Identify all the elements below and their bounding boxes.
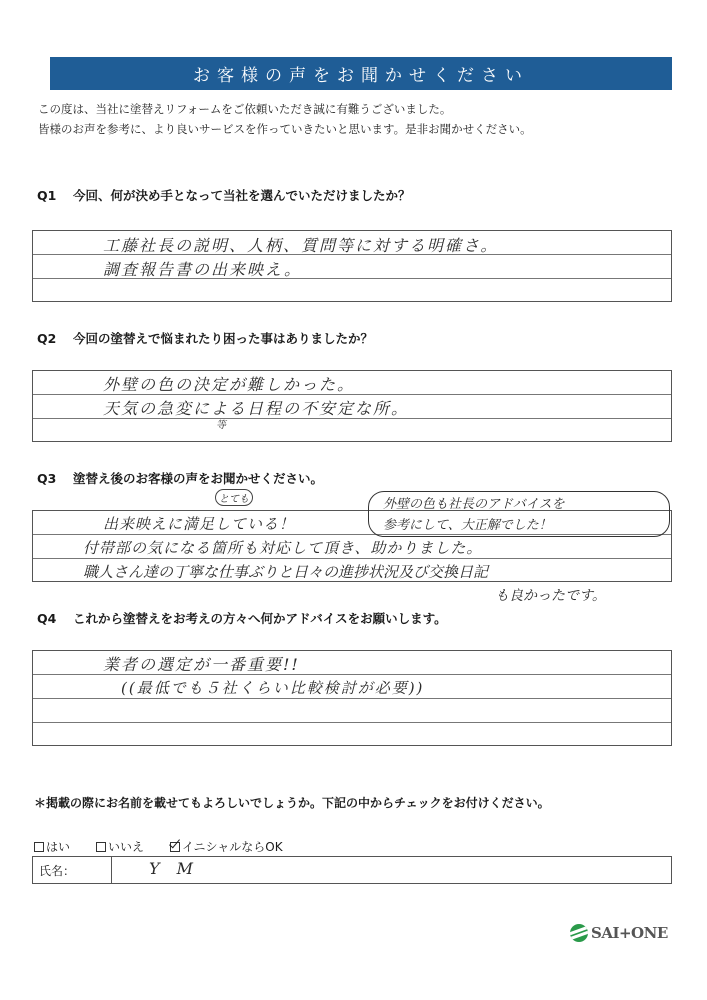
- answer-3-insert: とても: [215, 489, 253, 506]
- question-3-text: 塗替え後のお客様の声をお聞かせください。: [73, 471, 324, 486]
- answer-4-line-2: ((最低でも５社くらい比較検討が必要)): [121, 679, 425, 697]
- answer-1-line-1: 工藤社長の説明、人柄、質問等に対する明確さ。: [103, 236, 499, 255]
- consent-option-no[interactable]: [96, 838, 144, 855]
- consent-option-initials-label: イニシャルならOK: [182, 840, 283, 854]
- question-1-text: 今回、何が決め手となって当社を選んでいただけましたか？: [73, 188, 411, 203]
- name-value: Y M: [149, 859, 200, 878]
- answer-box-1: [32, 230, 672, 302]
- consent-option-initials[interactable]: [170, 838, 283, 855]
- answer-box-3: [32, 494, 672, 604]
- answer-2-insert: 等: [216, 420, 226, 431]
- question-2-number: Q2: [37, 331, 57, 346]
- survey-header: [50, 57, 672, 90]
- company-logo-text: SAI+ONE: [591, 924, 668, 942]
- name-field: [32, 856, 672, 884]
- question-1-number: Q1: [37, 188, 57, 203]
- question-4-number: Q4: [37, 611, 57, 626]
- comment-bubble-line-2: 参考にして、大正解でした！: [383, 518, 552, 533]
- consent-option-yes-label: はい: [46, 840, 71, 854]
- answer-3-line-2: 付帯部の気になる箇所も対応して頂き、助かりました。: [83, 539, 483, 557]
- question-1: [37, 186, 411, 204]
- consent-option-yes[interactable]: [34, 838, 70, 855]
- question-3: [37, 469, 323, 487]
- question-2: [37, 329, 373, 347]
- question-4: [37, 609, 447, 627]
- question-2-text: 今回の塗替えで悩まれたり困った事はありましたか？: [73, 331, 374, 346]
- answer-2-line-2: 天気の急変による日程の不安定な所。: [103, 399, 410, 418]
- answer-1-line-2: 調査報告書の出来映え。: [103, 260, 302, 279]
- intro-line-2: 皆様のお声を参考に、より良いサービスを作っていきたいと思います。是非お聞かせください。: [38, 122, 532, 136]
- checkbox-initials-checked[interactable]: [170, 842, 180, 852]
- consent-note: ＊掲載の際にお名前を載せてもよろしいでしょうか。下記の中からチェックをお付けください。: [34, 796, 550, 810]
- survey-title: お客様の声をお聞かせください: [193, 66, 529, 86]
- consent-options: [34, 838, 283, 855]
- answer-3-line-3: 職人さん達の丁寧な仕事ぶりと日々の進捗状況及び交換日記: [83, 563, 489, 581]
- intro-line-1: この度は、当社に塗替えリフォームをご依頼いただき誠に有難うございました。: [38, 102, 452, 116]
- answer-4-line-1: 業者の選定が一番重要!!: [103, 655, 300, 674]
- answer-2-line-1: 外壁の色の決定が難しかった。: [103, 375, 356, 394]
- consent-option-no-label: いいえ: [108, 840, 145, 854]
- comment-bubble-line-1: 外壁の色も社長のアドバイスを: [383, 497, 565, 512]
- sai-one-logo-icon: [570, 924, 588, 942]
- checkbox-yes[interactable]: [34, 842, 44, 852]
- question-3-number: Q3: [37, 471, 57, 486]
- question-4-text: これから塗替えをお考えの方々へ何かアドバイスをお願いします。: [73, 611, 447, 626]
- name-label: 氏名：: [39, 864, 76, 878]
- company-logo: [570, 924, 668, 942]
- answer-3-line-4: も良かったです。: [495, 588, 606, 604]
- answer-box-2: [32, 370, 672, 442]
- comment-bubble: [368, 491, 670, 537]
- checkbox-no[interactable]: [96, 842, 106, 852]
- answer-box-4: [32, 650, 672, 746]
- answer-3-line-1: 出来映えに満足している！: [103, 515, 296, 533]
